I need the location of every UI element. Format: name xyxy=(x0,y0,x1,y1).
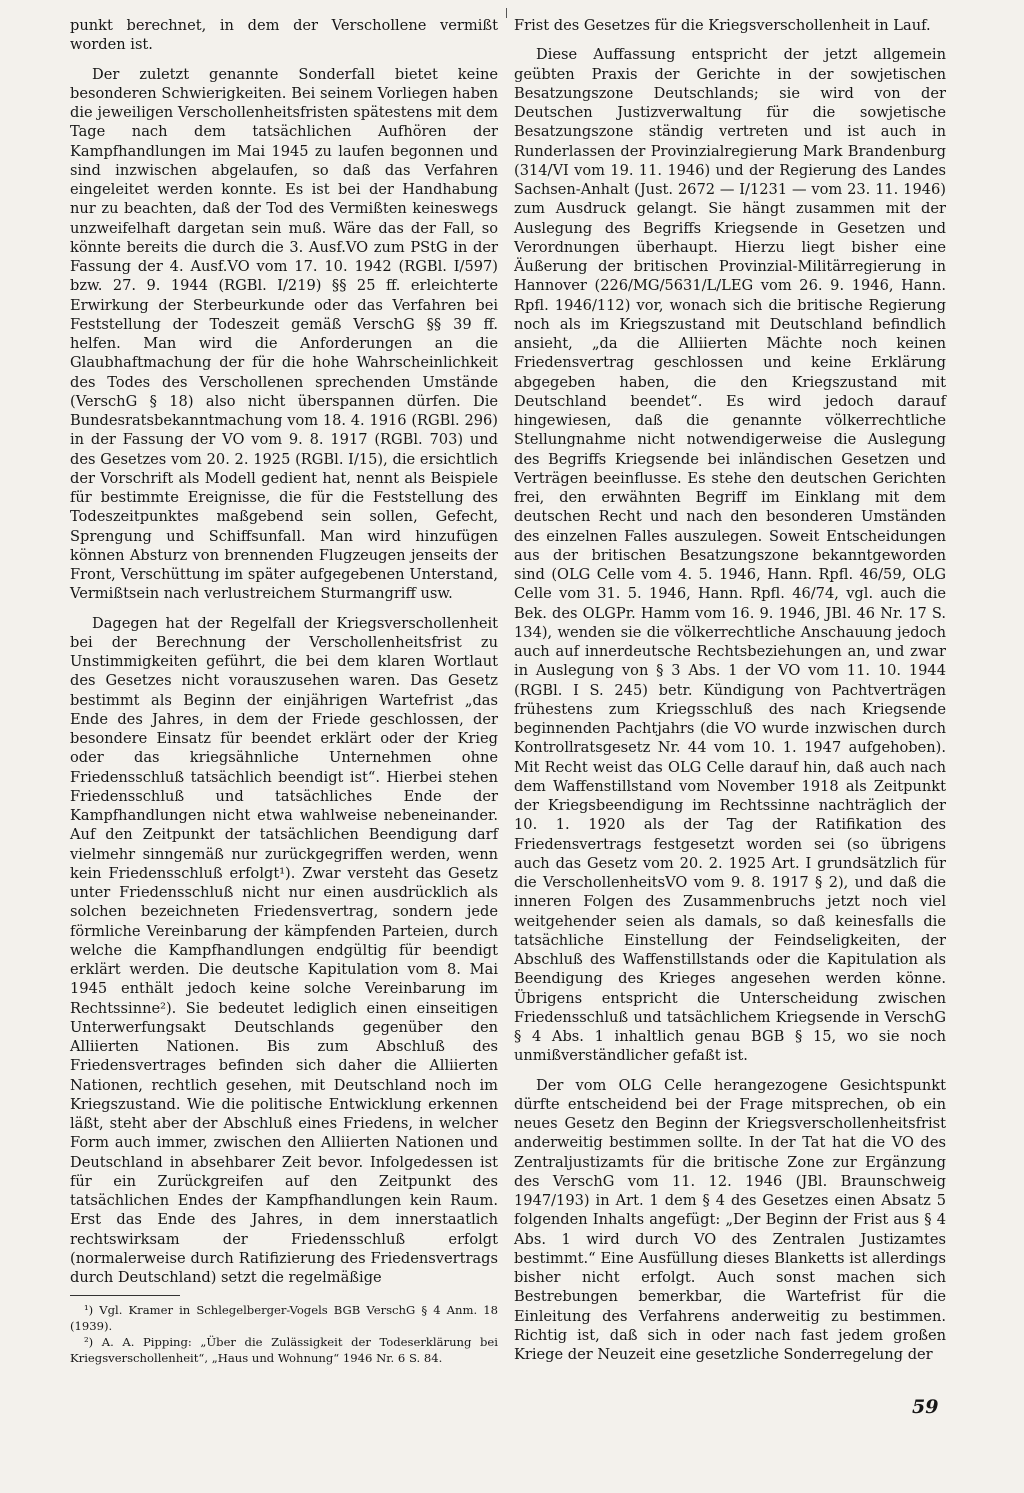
paragraph: Der zuletzt genannte Sonderfall bietet keine besonderen Schwierigkeiten. Bei seinem Vorliegen haben die jeweiligen Verschollenheitsfristen spätestens mit dem Tage nach dem tatsächlichen Aufhören der Kampfhandlungen im Mai 1945 zu laufen begonnen und sind inzwischen abgelaufen, so daß das Verfahren eingeleitet werden konnte. Es ist bei der Handhabung nur zu beachten, daß der Tod des Vermißten keineswegs unzweifelhaft dargetan sein muß. Wäre das der Fall, so könnte bereits die durch die 3. Ausf.VO zum PStG in der Fassung der 4. Ausf.VO vom 17. 10. 1942 (RGBl. I/597) bzw. 27. 9. 1944 (RGBl. I/219) §§ 25 ff. erleichterte Erwirkung der Sterbeurkunde oder das Verfahren bei Feststellung der Todeszeit gemäß VerschG §§ 39 ff. helfen. Man wird die Anforderungen an die Glaubhaftmachung der für die hohe Wahrscheinlichkeit des Todes des Verschollenen sprechenden Umstände (VerschG § 18) also nicht überspannen dürfen. Die Bundesratsbekanntmachung vom 18. 4. 1916 (RGBl. 296) in der Fassung der VO vom 9. 8. 1917 (RGBl. 703) und des Gesetzes vom 20. 2. 1925 (RGBl. I/15), die ersichtlich der Vorschrift als Modell gedient hat, nennt als Beispiele für bestimmte Ereignisse, die für die Feststellung des Todeszeitpunktes maßgebend sein sollen, Gefecht, Sprengung und Schiffsunfall. Man wird hinzufügen können Absturz von brennenden Flugzeugen jenseits der Front, Verschüttung im später aufgegebenen Unterstand, Vermißtsein nach verlustreichem Sturmangriff usw. xyxy=(70,65,498,603)
left-column xyxy=(70,16,498,1366)
footnote-separator xyxy=(70,1295,180,1296)
footnote: ¹) Vgl. Kramer in Schlegelberger-Vogels BGB VerschG § 4 Anm. 18 (1939). xyxy=(70,1303,498,1334)
paragraph: Diese Auffassung entspricht der jetzt allgemein geübten Praxis der Gerichte in der sowjetischen Besatzungszone Deutschlands; sie wird von der Deutschen Justizverwaltung für die sowjetische Besatzungszone ständig vertreten und ist auch in Runderlassen der Provinzialregierung Mark Brandenburg (314/VI vom 19. 11. 1946) und der Regierung des Landes Sachsen-Anhalt (Just. 2672 — I/1231 — vom 23. 11. 1946) zum Ausdruck gelangt. Sie hängt zusammen mit der Auslegung des Begriffs Kriegsende in Gesetzen und Verordnungen überhaupt. Hierzu liegt bisher eine Äußerung der britischen Provinzial-Militärregierung in Hannover (226/MG/5631/L/LEG vom 26. 9. 1946, Hann. Rpfl. 1946/112) vor, wonach sich die britische Regierung noch als im Kriegszustand mit Deutschland befindlich ansieht, „da die Alliierten Mächte noch keinen Friedensvertrag geschlossen und keine Erklärung abgegeben haben, die den Kriegszustand mit Deutschland beendet“. Es wird jedoch darauf hingewiesen, daß die genannte völkerrechtliche Stellungnahme nicht notwendigerweise die Auslegung des Begriffs Kriegsende bei inländischen Gesetzen und Verträgen beeinflusse. Es stehe den deutschen Gerichten frei, den erwähnten Begriff im Einklang mit dem deutschen Recht und nach den besonderen Umständen des einzelnen Falles auszulegen. Soweit Entscheidungen aus der britischen Besatzungszone bekanntgeworden sind (OLG Celle vom 4. 5. 1946, Hann. Rpfl. 46/59, OLG Celle vom 31. 5. 1946, Hann. Rpfl. 46/74, vgl. auch die Bek. des OLGPr. Hamm vom 16. 9. 1946, JBl. 46 Nr. 17 S. 134), wenden sie die völkerrechtliche Anschauung jedoch auch auf innerdeutsche Rechtsbeziehungen an, und zwar in Auslegung von § 3 Abs. 1 der VO vom 11. 10. 1944 (RGBl. I S. 245) betr. Kündigung von Pachtverträgen frühestens zum Kriegsschluß des nach Kriegsende beginnenden Pachtjahrs (die VO wurde inzwischen durch Kontrollratsgesetz Nr. 44 vom 10. 1. 1947 aufgehoben). Mit Recht weist das OLG Celle darauf hin, daß auch nach dem Waffenstillstand vom November 1918 als Zeitpunkt der Kriegsbeendigung im Rechtssinne nachträglich der 10. 1. 1920 als der Tag der Ratifikation des Friedensvertrags festgesetzt worden sei (so übrigens auch das Gesetz vom 20. 2. 1925 Art. I grundsätzlich für die VerschollenheitsVO vom 9. 8. 1917 § 2), und daß die inneren Folgen des Zusammenbruchs jetzt noch viel weitgehender seien als damals, so daß keinesfalls die tatsächliche Einstellung der Feindseligkeiten, der Abschluß des Waffenstillstands oder die Kapitulation als Beendigung des Krieges angesehen werden könne. Übrigens entspricht die Unterscheidung zwischen Friedensschluß und tatsächlichem Kriegsende in VerschG § 4 Abs. 1 inhaltlich genau BGB § 15, wo sie noch unmißverständlicher gefaßt ist. xyxy=(514,46,946,1065)
footnote: ²) A. A. Pipping: „Über die Zulässigkeit der Todeserklärung bei Kriegsverschollenheit“, „Haus und Wohnung“ 1946 Nr. 6 S. 84. xyxy=(70,1335,498,1366)
paragraph: Dagegen hat der Regelfall der Kriegsverschollenheit bei der Berechnung der Verschollenheitsfrist zu Unstimmigkeiten geführt, die bei dem klaren Wortlaut des Gesetzes nicht vorauszusehen waren. Das Gesetz bestimmt als Beginn der einjährigen Wartefrist „das Ende des Jahres, in dem der Friede geschlossen, der besondere Einsatz für beendet erklärt oder der Krieg oder das kriegsähnliche Unternehmen ohne Friedensschluß tatsächlich beendigt ist“. Hierbei stehen Friedensschluß und tatsächliches Ende der Kampfhandlungen nicht etwa wahlweise nebeneinander. Auf den Zeitpunkt der tatsächlichen Beendigung darf vielmehr sinngemäß nur zurückgegriffen werden, wenn kein Friedensschluß erfolgt¹). Zwar versteht das Gesetz unter Friedensschluß nicht nur einen ausdrücklich als solchen bezeichneten Friedensvertrag, sondern jede förmliche Vereinbarung der kämpfenden Parteien, durch welche die Kampfhandlungen endgültig für beendigt erklärt werden. Die deutsche Kapitulation vom 8. Mai 1945 enthält jedoch keine solche Vereinbarung im Rechtssinne²). Sie bedeutet lediglich einen einseitigen Unterwerfungsakt Deutschlands gegenüber den Alliierten Nationen. Bis zum Abschluß des Friedensvertrages befinden sich daher die Alliierten Nationen, rechtlich gesehen, mit Deutschland noch im Kriegszustand. Wie die politische Entwicklung erkennen läßt, steht aber der Abschluß eines Friedens, in welcher Form auch immer, zwischen den Alliierten Nationen und Deutschland in absehbarer Zeit bevor. Infolgedessen ist für ein Zurückgreifen auf den Zeitpunkt des tatsächlichen Endes der Kampfhandlungen kein Raum. Erst das Ende des Jahres, in dem innerstaatlich rechtswirksam der Friedensschluß erfolgt (normalerweise durch Ratifizierung des Friedensvertrags durch Deutschland) setzt die regelmäßige xyxy=(70,614,498,1286)
page-number: 59 xyxy=(912,1396,939,1418)
paragraph: Frist des Gesetzes für die Kriegsverschollenheit in Lauf. xyxy=(514,17,931,34)
paragraph: Der vom OLG Celle herangezogene Gesichtspunkt dürfte entscheidend bei der Frage mitsprechen, ob ein neues Gesetz den Beginn der Kriegsverschollenheitsfrist anderweitig bestimmen sollte. In der Tat hat die VO des Zentraljustizamts für die britische Zone zur Ergänzung des VerschG vom 11. 12. 1946 (JBl. Braunschweig 1947/193) in Art. 1 dem § 4 des Gesetzes einen Absatz 5 folgenden Inhalts angefügt: „Der Beginn der Frist aus § 4 Abs. 1 wird durch VO des Zentralen Justizamtes bestimmt.“ Eine Ausfüllung dieses Blanketts ist allerdings bisher nicht erfolgt. Auch sonst machen sich Bestrebungen bemerkbar, die Wartefrist für die Einleitung des Verfahrens anderweitig zu bestimmen. Richtig ist, daß sich in oder nach fast jedem großen Kriege der Neuzeit eine gesetzliche Sonderregelung der xyxy=(514,1076,946,1363)
paragraph: punkt berechnet, in dem der Verschollene vermißt worden ist. xyxy=(70,17,498,54)
right-column xyxy=(514,16,946,1364)
column-divider xyxy=(506,8,507,18)
